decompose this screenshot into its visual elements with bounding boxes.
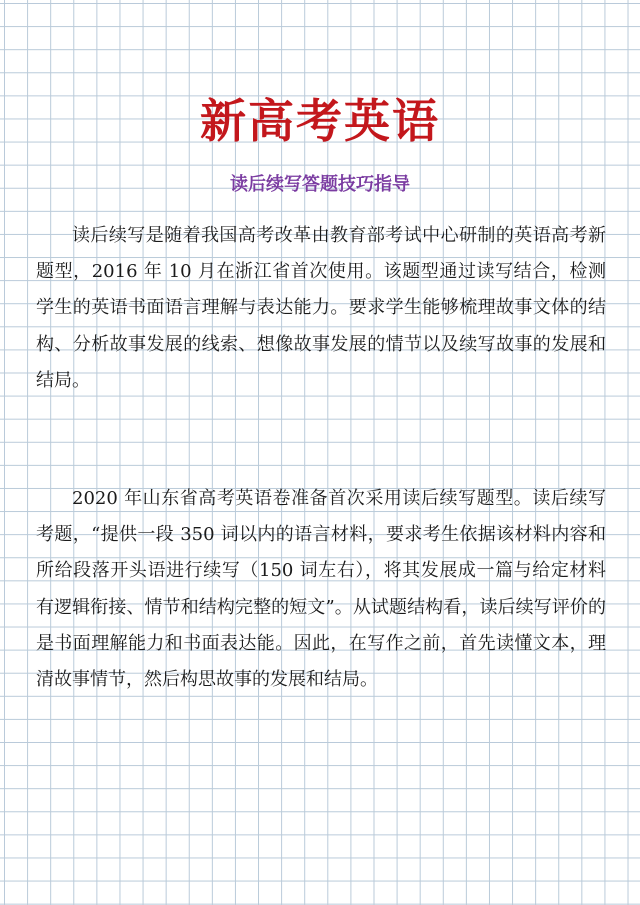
- body-paragraph-1: 读后续写是随着我国高考改革由教育部考试中心研制的英语高考新题型，2016 年 10 月在浙江省首次使用。该题型通过读写结合，检测学生的英语书面语言理解与表达能力。要求学生能够梳理故事文体的结构、分析故事发展的线索、想像故事发展的情节以及续写故事的发展和结局。: [36, 225, 606, 391]
- body-paragraph-2: 2020 年山东省高考英语卷准备首次采用读后续写题型。读后续写考题，“提供一段 350 词以内的语言材料，要求考生依据该材料内容和所给段落开头语进行续写（150 词左右），将其发展成一篇与给定材料有逻辑衔接、情节和结构完整的短文”。从试题结构看，读后续写评价的是书面理解能力和书面表达能。因此，在写作之前，首先读懂文本，理清故事情节，然后构思故事的发展和结局。: [36, 488, 606, 691]
- page-subtitle: 读后续写答题技巧指导: [230, 173, 410, 195]
- page-title: 新高考英语: [200, 93, 440, 148]
